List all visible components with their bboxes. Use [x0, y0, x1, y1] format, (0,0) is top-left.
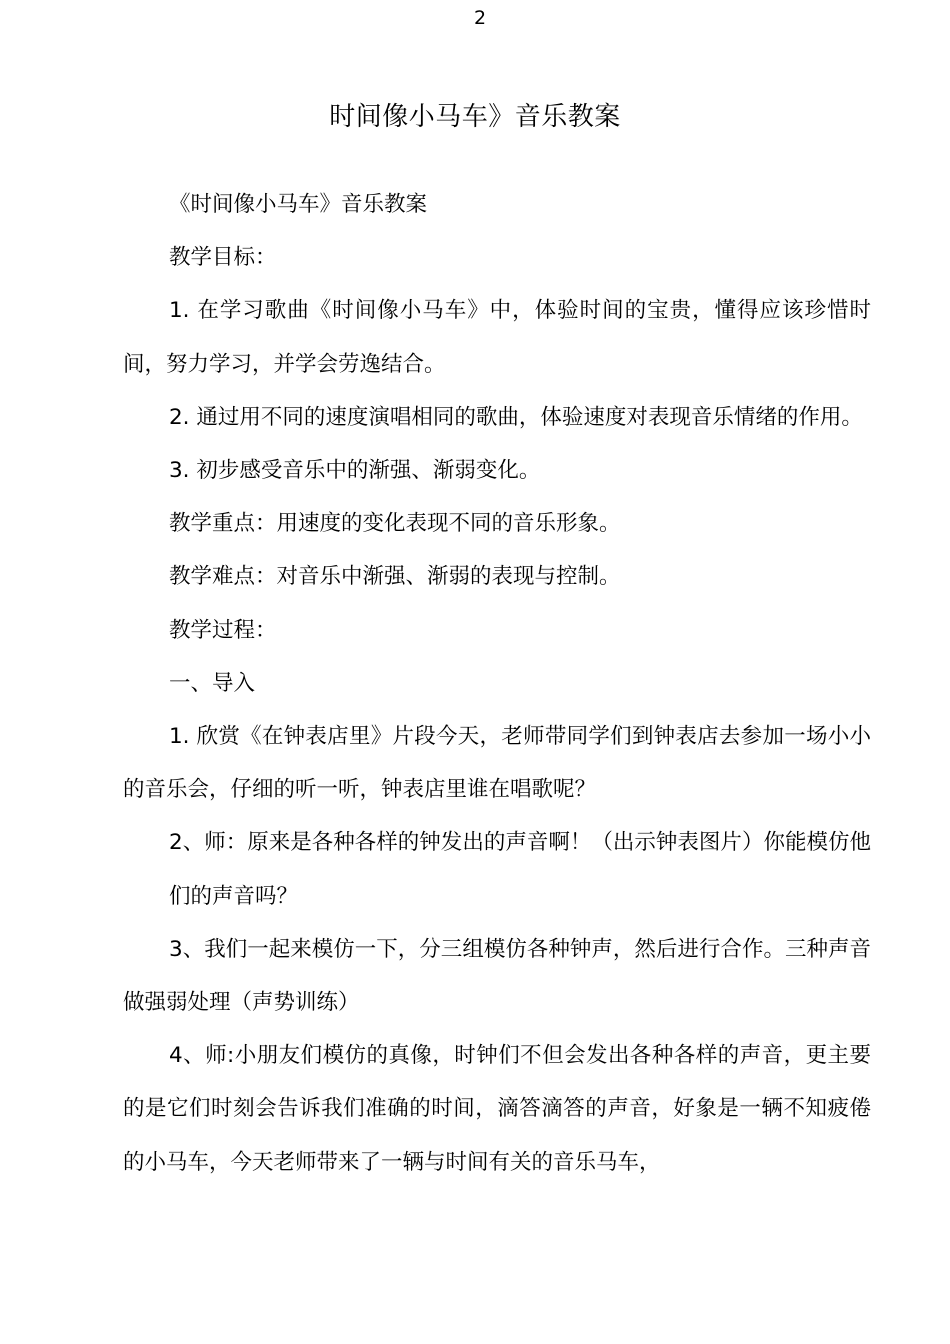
paragraph-objective-2: 2. 通过用不同的速度演唱相同的歌曲，体验速度对表现音乐情绪的作用。: [169, 404, 863, 430]
paragraph-objectives-heading: 教学目标：: [169, 245, 277, 271]
paragraph-step-4: 4、师:小朋友们模仿的真像，时钟们不但会发出各种各样的声音，更主要的是它们时刻会告诉我们准确的时间，滴答滴答的声音，好象是一辆不知疲倦的小马车，今天老师带来了一辆与时间有关的音乐马车，: [123, 1043, 871, 1175]
page-number: 2: [473, 7, 487, 29]
paragraph-step-1: 1. 欣赏《在钟表店里》片段今天，老师带同学们到钟表店去参加一场小小的音乐会，仔细的听一听，钟表店里谁在唱歌呢？: [123, 724, 871, 803]
paragraph-step-2: 2、师：原来是各种各样的钟发出的声音啊！（出示钟表图片）你能模仿他们的声音吗？: [169, 830, 871, 909]
document-body: [123, 178, 871, 1189]
paragraph-step-3: 3、我们一起来模仿一下，分三组模仿各种钟声，然后进行合作。三种声音做强弱处理（声势训练）: [123, 936, 871, 1016]
document-title: 时间像小马车》音乐教案: [329, 102, 621, 132]
paragraph-process-heading: 教学过程：: [169, 617, 277, 643]
paragraph-section-intro: 一、导入: [169, 670, 256, 696]
paragraph-objective-1: 1. 在学习歌曲《时间像小马车》中，体验时间的宝贵，懂得应该珍惜时间，努力学习，并学会劳逸结合。: [123, 298, 871, 377]
paragraph-key-point: 教学重点：用速度的变化表现不同的音乐形象。: [169, 511, 621, 537]
paragraph-subtitle: 《时间像小马车》音乐教案: [169, 192, 428, 217]
paragraph-objective-3: 3. 初步感受音乐中的渐强、渐弱变化。: [169, 458, 541, 484]
paragraph-difficulty: 教学难点：对音乐中渐强、渐弱的表现与控制。: [169, 564, 621, 590]
